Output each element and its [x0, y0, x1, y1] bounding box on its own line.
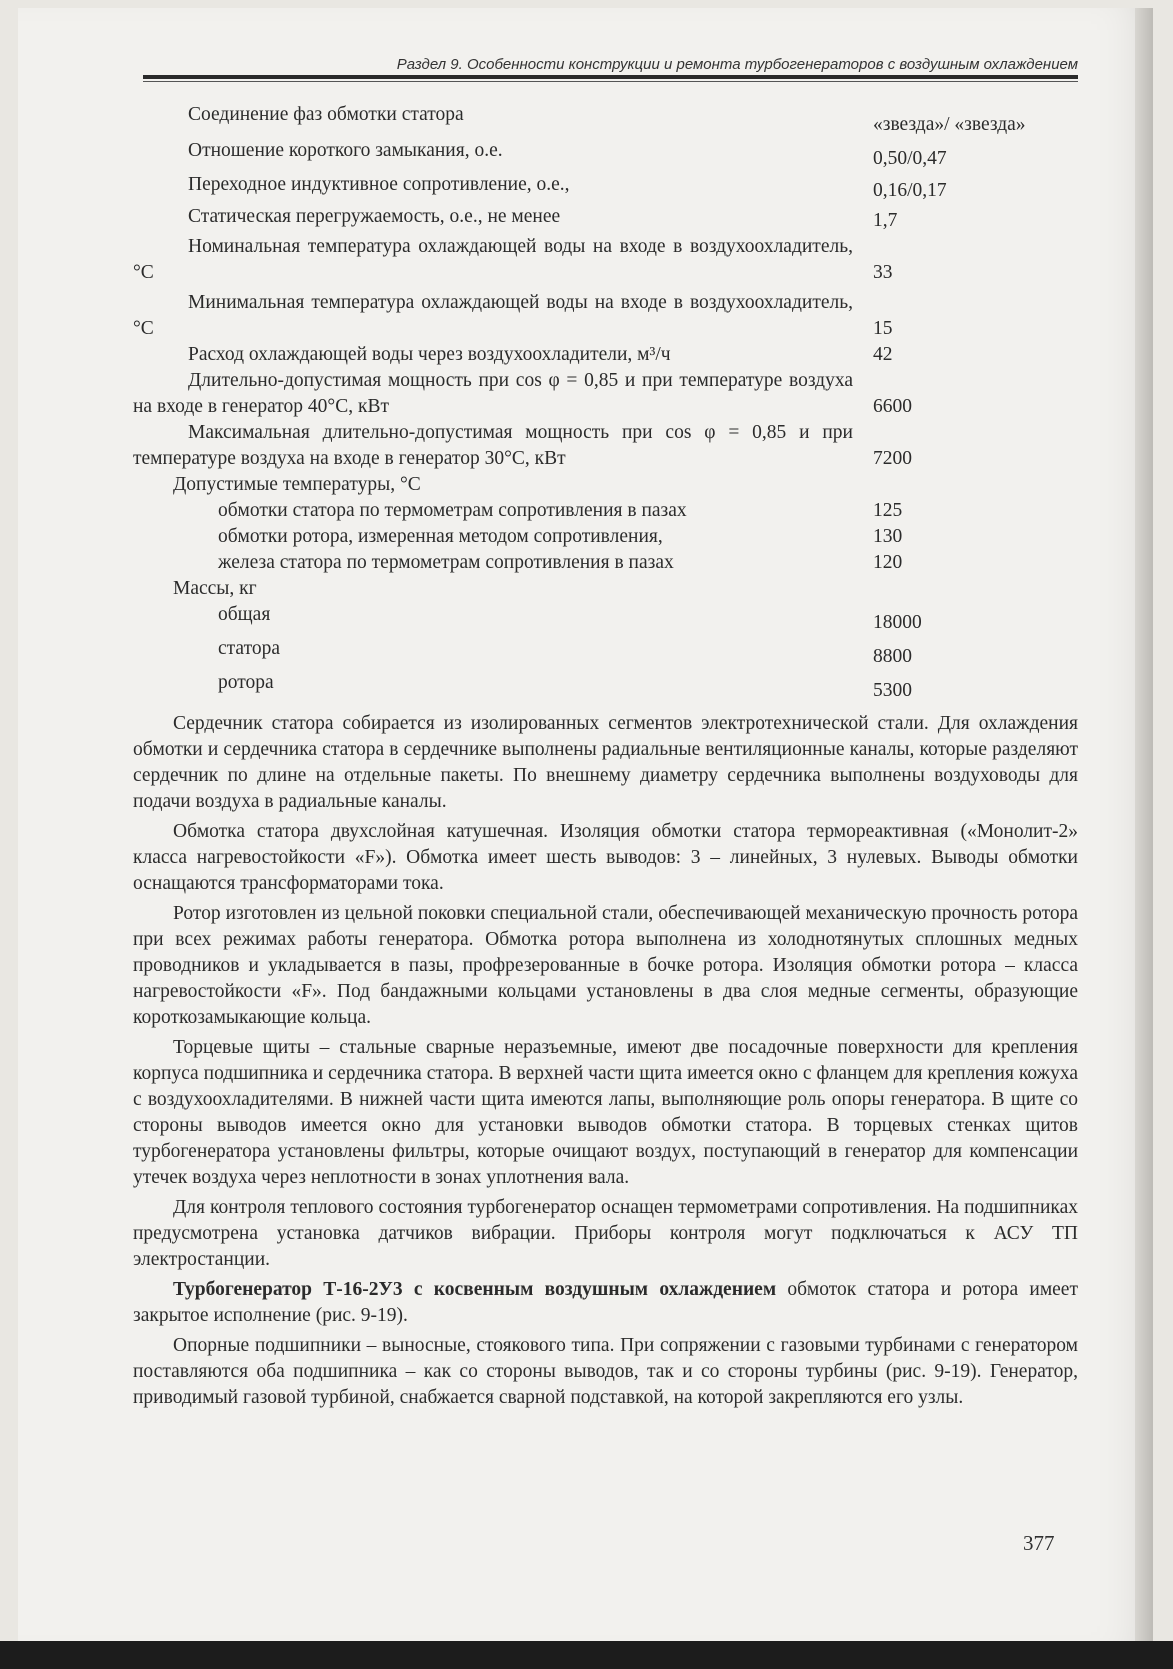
- spec-label: Соединение фаз обмотки статора: [188, 104, 464, 125]
- spec-value: 8800: [873, 646, 912, 667]
- spec-row: [133, 172, 1073, 204]
- spec-value: 120: [873, 552, 903, 573]
- spec-value: 42: [873, 344, 893, 365]
- spec-row: [133, 472, 1073, 498]
- spec-row: [133, 102, 1073, 138]
- spec-list: [133, 102, 1073, 704]
- spec-label: Длительно-допустимая мощность при cos φ = 0,85 и при температуре воздуха на входе в генератор 40°С, кВт: [133, 370, 853, 417]
- spec-value: [873, 576, 1073, 602]
- spec-value: 1,7: [873, 210, 898, 231]
- spec-label: Номинальная температура охлаждающей воды на входе в воздухоохладитель, °С: [133, 236, 853, 283]
- header-rule: [143, 75, 1078, 79]
- spec-label: Расход охлаждающей воды через воздухоохладители, м³/ч: [188, 344, 671, 365]
- paragraph-rest: обмоток статора и ротора имеет закрытое исполнение (рис. 9-19).: [133, 1279, 1078, 1326]
- spec-row: [133, 524, 1073, 550]
- spec-value: [873, 472, 1073, 498]
- spec-row: [133, 204, 1073, 234]
- spec-value: 5300: [873, 680, 912, 701]
- spec-row: [133, 420, 1073, 472]
- paragraph: Ротор изготовлен из цельной поковки специальной стали, обеспечивающей механическую прочность ротора при всех режимах работы генератора. Обмотка ротора выполнена из холоднотянутых сплошных медных проводников и укладывается в пазы, профрезерованные в бочке ротора. Изоляция обмотки ротора – класса нагревостойкости «F». Под бандажными кольцами установлены в два слоя медные сегменты, образующие короткозамыкающие кольца.: [133, 903, 1078, 1028]
- spec-value: 0,16/0,17: [873, 180, 947, 201]
- spec-label: Максимальная длительно-допустимая мощность при cos φ = 0,85 и при температуре воздуха на входе в генератор 30°С, кВт: [133, 422, 853, 469]
- spec-label: статора: [218, 638, 280, 659]
- spec-label: железа статора по термометрам сопротивления в пазах: [218, 552, 674, 573]
- spec-value: 130: [873, 526, 903, 547]
- spec-row: [133, 342, 1073, 368]
- spec-value: 125: [873, 500, 903, 521]
- spec-value: «звезда»/ «звезда»: [873, 114, 1026, 135]
- spec-row: [133, 550, 1073, 576]
- spec-value: 33: [873, 262, 893, 283]
- body-text: [133, 711, 1078, 1415]
- spec-row: [133, 138, 1073, 172]
- spec-row: [133, 670, 1073, 704]
- spec-row: [133, 602, 1073, 636]
- spec-label: Допустимые температуры, °С: [173, 474, 421, 495]
- spec-label: обмотки статора по термометрам сопротивления в пазах: [218, 500, 687, 521]
- spec-row: [133, 290, 1073, 342]
- spec-label: обмотки ротора, измеренная методом сопротивления,: [218, 526, 663, 547]
- scan-bottom-border: [0, 1641, 1173, 1669]
- header-rule-thin: [143, 81, 1078, 82]
- spec-label: Переходное индуктивное сопротивление, о.е.,: [188, 174, 570, 195]
- spec-row: [133, 368, 1073, 420]
- paragraph: Опорные подшипники – выносные, стоякового типа. При сопряжении с газовыми турбинами с генератором поставляются оба подшипника – как со стороны выводов, так и со стороны турбины (рис. 9-19). Генератор, приводимый газовой турбиной, снабжается сварной подставкой, на которой закрепляются его узлы.: [133, 1335, 1078, 1408]
- spec-value: 15: [873, 318, 893, 339]
- bold-lead: Турбогенератор Т-16-2У3 с косвенным воздушным охлаждением: [173, 1279, 777, 1300]
- spec-label: общая: [218, 604, 271, 625]
- spec-value: 6600: [873, 396, 912, 417]
- paragraph: Торцевые щиты – стальные сварные неразъемные, имеют две посадочные поверхности для крепления корпуса подшипника и сердечника статора. В верхней части щита имеется окно с фланцем для крепления кожуха с воздухоохладителями. В нижней части щита имеются лапы, выполняющие роль опоры генератора. В щите со стороны выводов имеется окно для установки выводов обмотки статора. В торцевых стенках щитов турбогенератора установлены фильтры, которые очищают воздух, поступающий в генератор для компенсации утечек воздуха через неплотности в зонах уплотнения вала.: [133, 1037, 1078, 1188]
- paragraph: Обмотка статора двухслойная катушечная. Изоляция обмотки статора термореактивная («Монолит-2» класса нагревостойкости «F»). Обмотка имеет шесть выводов: 3 – линейных, 3 нулевых. Выводы обмотки оснащаются трансформаторами тока.: [133, 821, 1078, 894]
- spec-value: 0,50/0,47: [873, 148, 947, 169]
- spec-row: [133, 576, 1073, 602]
- paragraph: [133, 1277, 1078, 1329]
- spec-label: Минимальная температура охлаждающей воды на входе в воздухоохладитель, °С: [133, 292, 853, 339]
- spec-value: 7200: [873, 448, 912, 469]
- running-head: Раздел 9. Особенности конструкции и ремонта турбогенераторов с воздушным охлаждением: [396, 56, 1078, 73]
- page-number: 377: [1023, 1531, 1055, 1555]
- spec-label: Отношение короткого замыкания, о.е.: [188, 140, 503, 161]
- book-page: [18, 8, 1153, 1648]
- spec-row: [133, 234, 1073, 286]
- page-edge-shadow: [1135, 8, 1153, 1648]
- spec-label: Статическая перегружаемость, о.е., не менее: [188, 206, 561, 227]
- spec-label: ротора: [218, 672, 274, 693]
- spec-label: Массы, кг: [173, 578, 257, 599]
- paragraph: Для контроля теплового состояния турбогенератор оснащен термометрами сопротивления. На подшипниках предусмотрена установка датчиков вибрации. Приборы контроля могут подключаться к АСУ ТП электростанции.: [133, 1197, 1078, 1270]
- paragraph: Сердечник статора собирается из изолированных сегментов электротехнической стали. Для охлаждения обмотки и сердечника статора в сердечнике выполнены радиальные вентиляционные каналы, которые разделяют сердечник по длине на отдельные пакеты. По внешнему диаметру сердечника выполнены воздуховоды для подачи воздуха в радиальные каналы.: [133, 713, 1078, 812]
- spec-value: 18000: [873, 612, 922, 633]
- spec-row: [133, 636, 1073, 670]
- spec-row: [133, 498, 1073, 524]
